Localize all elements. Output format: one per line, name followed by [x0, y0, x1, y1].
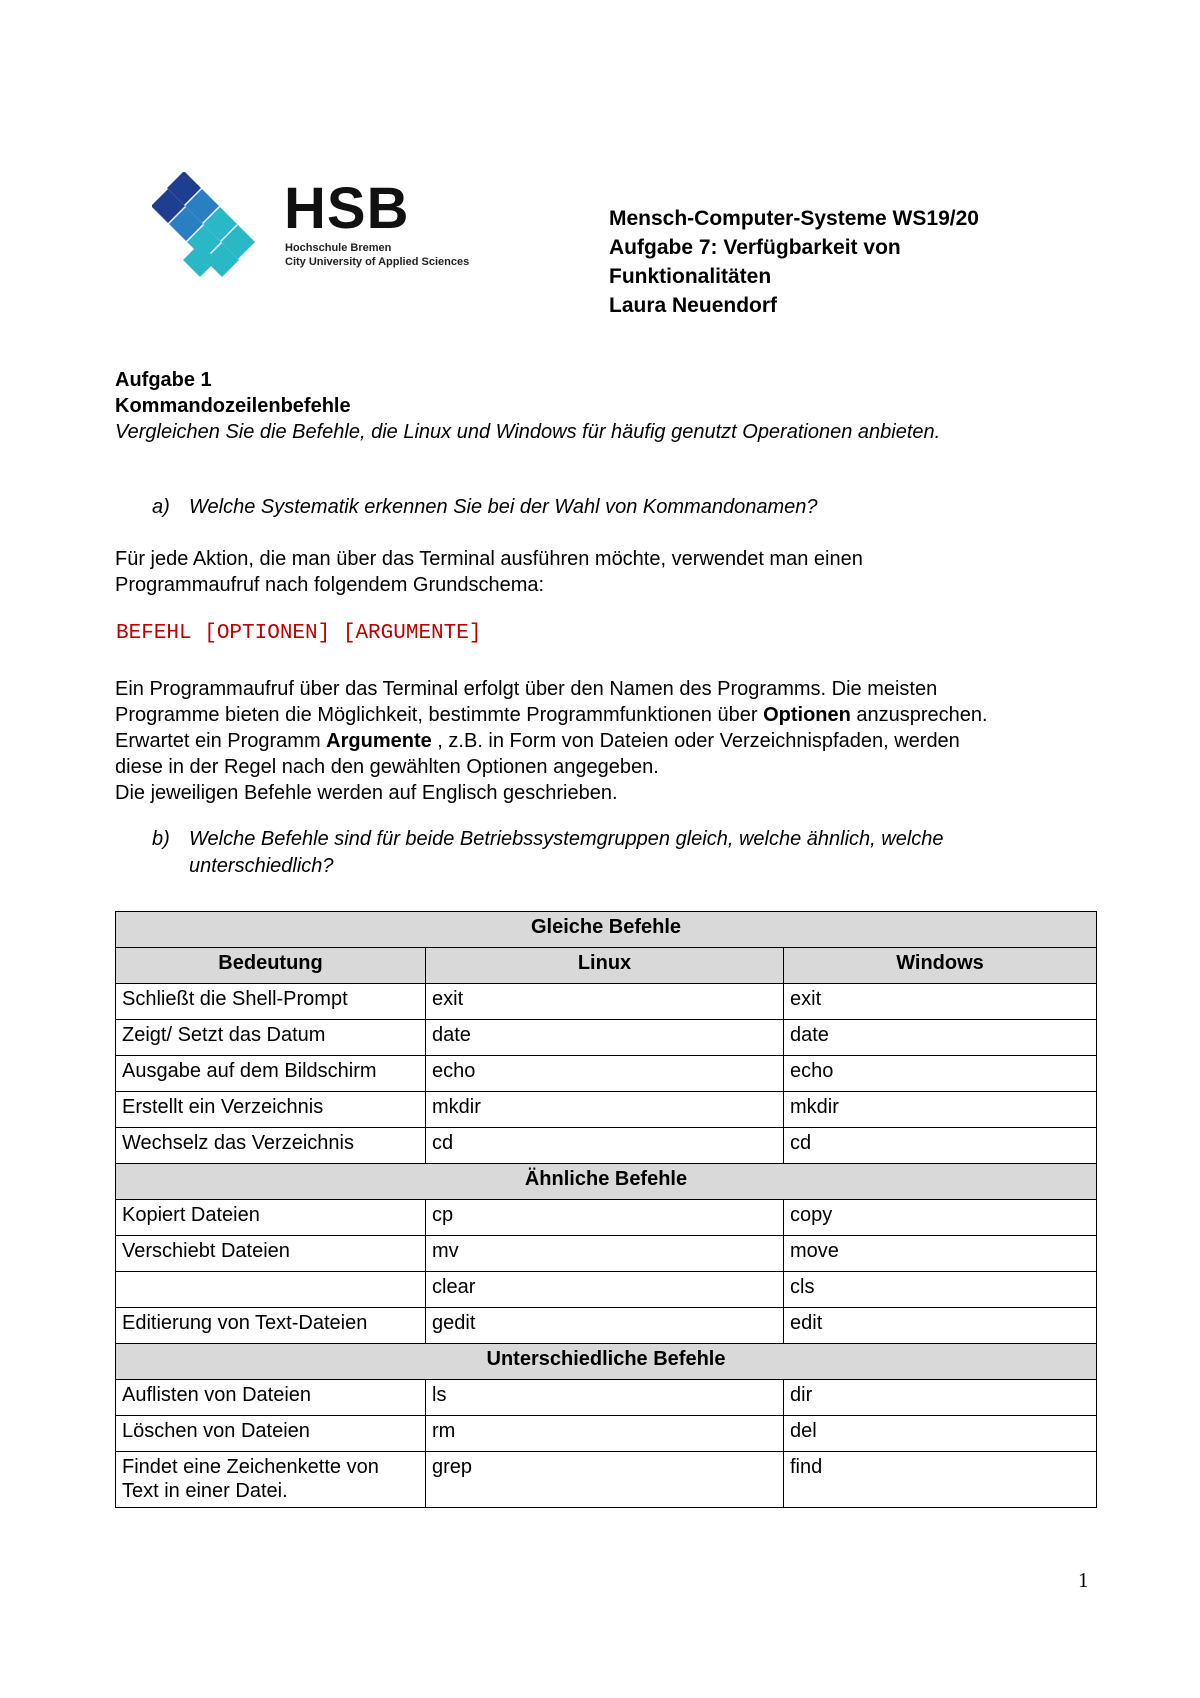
- cell-meaning: [116, 1272, 426, 1308]
- column-header-row: [116, 948, 1097, 984]
- author-name: Laura Neuendorf: [609, 294, 778, 317]
- keyword-options: Optionen: [763, 704, 851, 726]
- cell-linux: exit: [426, 984, 784, 1020]
- logo-subtitle-1: Hochschule Bremen: [285, 242, 392, 254]
- answer-a-paragraph: [115, 676, 1095, 806]
- cell-meaning: Editierung von Text-Dateien: [116, 1308, 426, 1344]
- page-number: 1: [1078, 1568, 1089, 1592]
- cell-linux: grep: [426, 1452, 784, 1508]
- answer-a-intro: [115, 546, 1095, 598]
- answer-a-line-4: diese in der Regel nach den gewählten Optionen angegeben.: [115, 756, 659, 778]
- cell-linux: date: [426, 1020, 784, 1056]
- section-title: Aufgabe 1: [115, 369, 212, 391]
- cell-windows: mkdir: [784, 1092, 1097, 1128]
- table-row: [116, 1236, 1097, 1272]
- cell-windows: cd: [784, 1128, 1097, 1164]
- answer-a-line-1: Ein Programmaufruf über das Terminal erfolgt über den Namen des Programms. Die meisten: [115, 678, 938, 700]
- table-row: [116, 1308, 1097, 1344]
- cell-linux: echo: [426, 1056, 784, 1092]
- table-row: [116, 1128, 1097, 1164]
- cell-linux: mv: [426, 1236, 784, 1272]
- table-row: [116, 1416, 1097, 1452]
- keyword-arguments: Argumente: [326, 730, 432, 752]
- cell-meaning: Schließt die Shell-Prompt: [116, 984, 426, 1020]
- section-row: [116, 1344, 1097, 1380]
- cell-windows: del: [784, 1416, 1097, 1452]
- question-a-label: a): [152, 496, 170, 518]
- cell-linux: ls: [426, 1380, 784, 1416]
- cell-windows: cls: [784, 1272, 1097, 1308]
- text-span: anzusprechen.: [850, 704, 988, 726]
- document-header: [609, 204, 1079, 320]
- column-header-windows: Windows: [784, 948, 1097, 984]
- logo-subtitle-2: City University of Applied Sciences: [285, 256, 470, 268]
- cell-windows: date: [784, 1020, 1097, 1056]
- table-row: [116, 1272, 1097, 1308]
- table-row: [116, 1380, 1097, 1416]
- cell-linux: rm: [426, 1416, 784, 1452]
- table-row: [116, 1092, 1097, 1128]
- cell-windows: exit: [784, 984, 1097, 1020]
- cell-linux: gedit: [426, 1308, 784, 1344]
- section-row: [116, 1164, 1097, 1200]
- table-row: [116, 1200, 1097, 1236]
- section-heading: [115, 367, 1095, 445]
- text-span: , z.B. in Form von Dateien oder Verzeichnispfaden, werden: [431, 730, 960, 752]
- cell-meaning: Kopiert Dateien: [116, 1200, 426, 1236]
- cell-meaning: Ausgabe auf dem Bildschirm: [116, 1056, 426, 1092]
- answer-a-line-2: [115, 702, 1095, 728]
- column-header-linux: Linux: [426, 948, 784, 984]
- cell-windows: find: [784, 1452, 1097, 1508]
- cell-meaning: Wechselz das Verzeichnis: [116, 1128, 426, 1164]
- task-title-line-2: Funktionalitäten: [609, 265, 772, 288]
- command-schema: BEFEHL [OPTIONEN] [ARGUMENTE]: [116, 622, 482, 645]
- cell-meaning: Erstellt ein Verzeichnis: [116, 1092, 426, 1128]
- cell-windows: dir: [784, 1380, 1097, 1416]
- cell-meaning: Auflisten von Dateien: [116, 1380, 426, 1416]
- question-b-text: [189, 826, 1049, 880]
- table-row: [116, 1020, 1097, 1056]
- answer-a-intro-line-2: Programmaufruf nach folgendem Grundschema:: [115, 574, 545, 596]
- question-a-text: Welche Systematik erkennen Sie bei der Wahl von Kommandonamen?: [189, 496, 818, 518]
- cell-linux: clear: [426, 1272, 784, 1308]
- cell-meaning: Zeigt/ Setzt das Datum: [116, 1020, 426, 1056]
- answer-a-line-5: Die jeweiligen Befehle werden auf Englisch geschrieben.: [115, 782, 618, 804]
- section-different-header: Unterschiedliche Befehle: [116, 1344, 1097, 1380]
- commands-table: [115, 911, 1097, 1508]
- cell-linux: mkdir: [426, 1092, 784, 1128]
- question-b-line-2: unterschiedlich?: [189, 855, 334, 877]
- section-same-header: Gleiche Befehle: [116, 912, 1097, 948]
- cell-windows: copy: [784, 1200, 1097, 1236]
- section-row: [116, 912, 1097, 948]
- cell-meaning: Verschiebt Dateien: [116, 1236, 426, 1272]
- table-row: [116, 1056, 1097, 1092]
- question-b-label: b): [152, 828, 170, 850]
- question-b-line-1: Welche Befehle sind für beide Betriebssystemgruppen gleich, welche ähnlich, welche: [189, 828, 944, 850]
- cell-meaning: Löschen von Dateien: [116, 1416, 426, 1452]
- section-similar-header: Ähnliche Befehle: [116, 1164, 1097, 1200]
- cell-meaning: Findet eine Zeichenkette von Text in einer Datei.: [116, 1452, 426, 1508]
- hsb-logo: [152, 172, 502, 282]
- section-subtitle: Kommandozeilenbefehle: [115, 395, 351, 417]
- table-row: [116, 984, 1097, 1020]
- cell-windows: echo: [784, 1056, 1097, 1092]
- answer-a-line-3: [115, 728, 1095, 754]
- section-instruction: Vergleichen Sie die Befehle, die Linux und Windows für häufig genutzt Operationen anbieten.: [115, 421, 941, 443]
- table-row: [116, 1452, 1097, 1508]
- cell-windows: edit: [784, 1308, 1097, 1344]
- task-title-line-1: Aufgabe 7: Verfügbarkeit von: [609, 236, 901, 259]
- logo-wordmark: HSB: [284, 176, 410, 241]
- text-span: Programme bieten die Möglichkeit, bestimmte Programmfunktionen über: [115, 704, 764, 726]
- cell-linux: cd: [426, 1128, 784, 1164]
- cell-windows: move: [784, 1236, 1097, 1272]
- text-span: Erwartet ein Programm: [115, 730, 327, 752]
- course-title: Mensch-Computer-Systeme WS19/20: [609, 207, 979, 230]
- answer-a-intro-line-1: Für jede Aktion, die man über das Terminal ausführen möchte, verwendet man einen: [115, 548, 863, 570]
- hsb-logo-mark-icon: [152, 172, 282, 282]
- cell-linux: cp: [426, 1200, 784, 1236]
- column-header-meaning: Bedeutung: [116, 948, 426, 984]
